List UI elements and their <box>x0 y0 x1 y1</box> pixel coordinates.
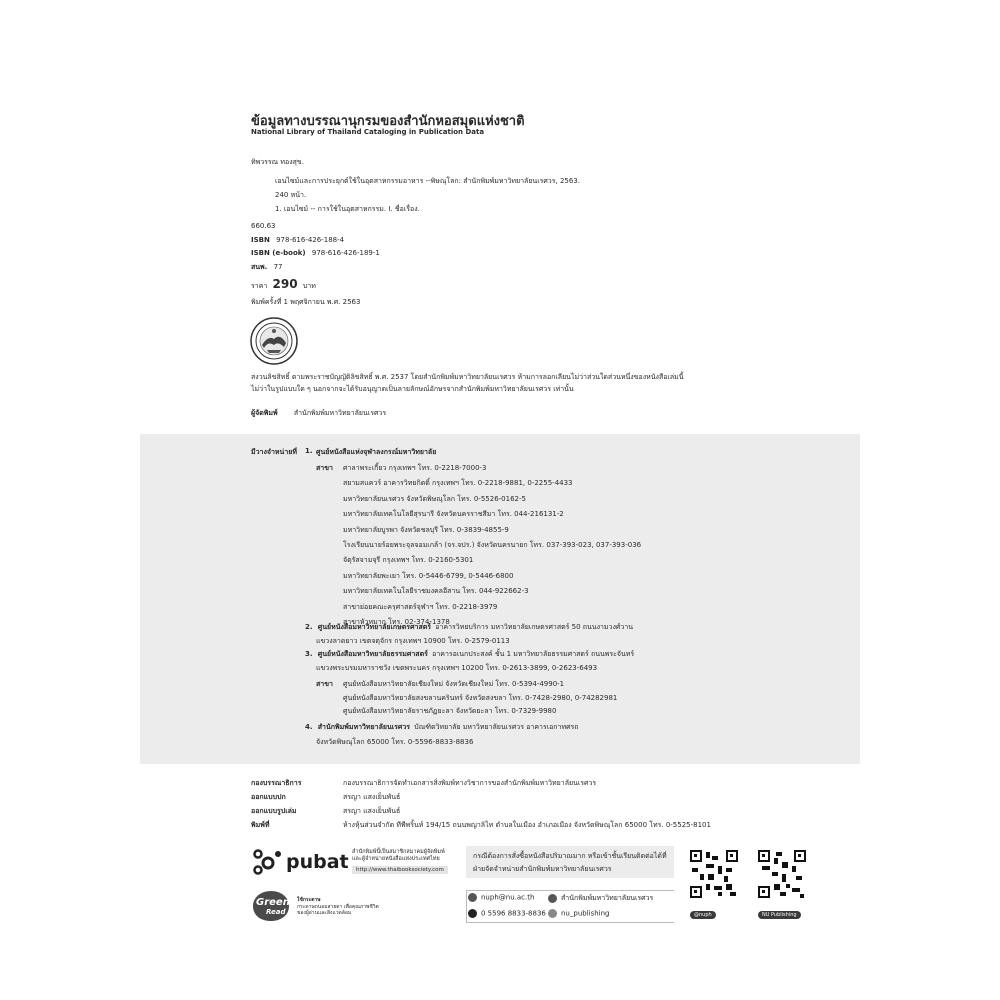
outlet-2 <box>305 622 633 633</box>
email-text: nuph@nu.ac.th <box>481 893 535 902</box>
class-number: 660.63 <box>251 222 276 230</box>
university-seal-icon <box>250 317 298 365</box>
email-icon <box>468 893 477 902</box>
price-label: ราคา <box>251 282 268 290</box>
outlet-3-address: แขวงพระบรมมหาราชวัง เขตพระนคร กรุงเทพฯ 10200 โทร. 0-2613-3899, 0-2623-6493 <box>316 664 598 672</box>
green-read-text-1: Green <box>256 897 290 908</box>
facebook-icon <box>548 894 557 903</box>
pubat-wordmark: pubat <box>286 851 349 873</box>
credit-value: กองบรรณาธิการจัดทำเอกสารสิ่งพิมพ์ทางวิชาการของสำนักพิมพ์มหาวิทยาลัยนเรศวร <box>343 779 597 787</box>
price-row <box>251 277 316 292</box>
list-item: จัตุรัสจามจุรี กรุงเทพฯ โทร. 0-2160-5301 <box>343 556 474 565</box>
chula-branch-label: สาขา <box>316 464 333 472</box>
twitter-icon <box>548 909 557 918</box>
list-item: มหาวิทยาลัยนเรศวร จังหวัดพิษณุโลก โทร. 0-5526-0162-5 <box>343 494 526 503</box>
isbn-label: ISBN <box>251 236 270 244</box>
copyright-line-2: ไม่ว่าในรูปแบบใด ๆ นอกจากจะได้รับอนุญาตเป็นลายลักษณ์อักษรจากสำนักพิมพ์มหาวิทยาลัยนเรศวร เท่านั้น <box>251 385 574 393</box>
list-item: มหาวิทยาลัยพะเยา โทร. 0-5446-6799, 0-5446-6800 <box>343 571 514 580</box>
pubat-website-link[interactable]: http://www.thaibooksociety.com <box>352 866 448 874</box>
credit-label: พิมพ์ที่ <box>251 821 270 829</box>
list-item: ศาลาพระเกี้ยว กรุงเทพฯ โทร. 0-2218-7000-3 <box>343 464 487 472</box>
isbn-ebook-label: ISBN (e-book) <box>251 249 306 257</box>
tu-branch-list <box>343 679 617 720</box>
outlet-2-number: 2. <box>305 623 313 631</box>
outlet-4-detail: บัณฑิตวิทยาลัย มหาวิทยาลัยนเรศวร อาคารเอกาทศรถ <box>414 723 579 731</box>
catalog-title-english: National Library of Thailand Cataloging in Publication Data <box>251 128 485 136</box>
list-item: โรงเรียนนายร้อยพระจุลจอมเกล้า (จร.จปร.) จังหวัดนครนายก โทร. 037-393-023, 037-393-036 <box>343 540 642 549</box>
outlet-1-name: ศูนย์หนังสือแห่งจุฬาลงกรณ์มหาวิทยาลัย <box>316 448 437 456</box>
list-item: ศูนย์หนังสือมหาวิทยาลัยเชียงใหม่ จังหวัดเชียงใหม่ โทร. 0-5394-4990-1 <box>343 680 565 688</box>
credit-label: ออกแบบปก <box>251 793 286 801</box>
pubat-desc-line-2: และผู้จำหน่ายหนังสือแห่งประเทศไทย <box>352 856 440 862</box>
price-unit: บาท <box>302 282 316 290</box>
isbn-row <box>251 236 344 244</box>
copyright-line-1: สงวนลิขสิทธิ์ ตามพระราชบัญญัติลิขสิทธิ์ พ.ศ. 2537 โดยสำนักพิมพ์มหาวิทยาลัยนเรศวร ห้ามการลอกเลียนไม่ว่าส่วนใดส่วนหนึ่งของหนังสือเล่มนี้ <box>251 373 684 381</box>
twitter-contact[interactable] <box>548 909 610 918</box>
green-desc-line-1: ใช้กระดาษ <box>297 897 321 903</box>
snp-label: สนพ. <box>251 263 268 271</box>
green-read-description <box>297 897 379 917</box>
pubat-logo-icon <box>250 848 284 878</box>
list-item: มหาวิทยาลัยเทคโนโลยีสุรนารี จังหวัดนครราชสีมา โทร. 044-216131-2 <box>343 510 564 519</box>
outlet-3 <box>305 649 634 660</box>
phone-icon <box>468 909 477 918</box>
snp-row <box>251 262 283 273</box>
list-item: สาขาหัวหมาก โทร. 02-374-1378 <box>343 617 450 626</box>
outlet-1-number: 1. <box>305 447 313 455</box>
isbn-ebook-value: 978-616-426-189-1 <box>311 249 380 257</box>
pubat-description <box>352 849 445 863</box>
outlet-4 <box>305 722 579 733</box>
list-item: สยามสแควร์ อาคารวิทยกิตติ์ กรุงเทพฯ โทร. 0-2218-9881, 0-2255-4433 <box>343 479 573 488</box>
author: ทิพวรรณ ทองสุข. <box>251 158 304 166</box>
catalog-title-thai: ข้อมูลทางบรรณานุกรมของสำนักหอสมุดแห่งชาติ <box>251 114 525 129</box>
facebook-text: สำนักพิมพ์มหาวิทยาลัยนเรศวร <box>561 894 654 902</box>
email-contact[interactable] <box>468 893 534 902</box>
pubat-desc-line-1: สำนักพิมพ์นี้เป็นสมาชิกสมาคมผู้จัดพิมพ์ <box>352 849 445 855</box>
edition: พิมพ์ครั้งที่ 1 พฤศจิกายน พ.ศ. 2563 <box>251 298 361 306</box>
line-qr-code-icon <box>690 850 738 898</box>
price-value: 290 <box>272 277 298 291</box>
list-item: มหาวิทยาลัยเทคโนโลยีราชมงคลอีสาน โทร. 044-922662-3 <box>343 587 529 596</box>
credit-label: กองบรรณาธิการ <box>251 779 302 787</box>
contact-divider <box>466 922 674 923</box>
twitter-text: nu_publishing <box>561 909 610 918</box>
subjects: 1. เอนไซม์ -- การใช้ในอุตสาหกรรม. I. ชื่อเรื่อง. <box>275 205 420 213</box>
outlet-2-name: ศูนย์หนังสือมหาวิทยาลัยเกษตรศาสตร์ <box>317 623 432 631</box>
facebook-contact[interactable] <box>548 893 653 904</box>
list-item: ศูนย์หนังสือมหาวิทยาลัยราชภัฏยะลา จังหวัดยะลา โทร. 0-7329-9980 <box>343 707 557 715</box>
outlet-4-number: 4. <box>305 723 313 731</box>
phone-text: 0 5596 8833-8836 <box>481 909 546 918</box>
list-item: สาขาย่อยคณะครุศาสตร์จุฬาฯ โทร. 0-2218-3979 <box>343 602 498 611</box>
credit-value: สรญา แสงเย็นพันธ์ <box>343 793 401 801</box>
page-count: 240 หน้า. <box>275 191 307 199</box>
outlet-3-detail: อาคารอเนกประสงค์ ชั้น 1 มหาวิทยาลัยธรรมศาสตร์ ถนนพระจันทร์ <box>432 650 635 658</box>
publisher-row <box>251 408 386 419</box>
outlet-2-detail: อาคารวิทยบริการ มหาวิทยาลัยเกษตรศาสตร์ 50 ถนนงามวงศ์วาน <box>435 623 633 631</box>
distribution-label: มีวางจำหน่ายที่ <box>251 448 297 456</box>
publisher-name: สำนักพิมพ์มหาวิทยาลัยนเรศวร <box>293 409 387 417</box>
credit-value: ห้างหุ้นส่วนจำกัด ทีพีพริ้นท์ 194/15 ถนนพญาลิไท ตำบลในเมือง อำเภอเมือง จังหวัดพิษณุโลก 65000 โทร. 0-5525-8101 <box>343 821 711 829</box>
line-qr-tag: @nuph <box>690 911 716 919</box>
facebook-qr-code-icon <box>758 850 806 898</box>
green-desc-line-2: กระดาษถนอมสายตา เพื่อคุณภาพชีวิต <box>297 903 379 910</box>
outlet-3-name: ศูนย์หนังสือมหาวิทยาลัยธรรมศาสตร์ <box>317 650 428 658</box>
phone-contact[interactable] <box>468 909 546 918</box>
notice-line-1: กรณีต้องการสั่งซื้อหนังสือปริมาณมาก หรือเข้าชั้นเรียนติดต่อได้ที่ <box>473 852 667 860</box>
isbn-ebook-row <box>251 249 380 257</box>
publisher-label: ผู้จัดพิมพ์ <box>251 409 278 417</box>
contact-divider <box>466 890 674 891</box>
green-desc-line-3: ของผู้อ่านและสิ่งแวดล้อม <box>297 910 352 916</box>
chula-branch-list <box>343 463 641 632</box>
isbn-value: 978-616-426-188-4 <box>276 236 345 244</box>
contact-divider <box>466 891 467 922</box>
snp-value: 77 <box>273 263 283 271</box>
list-item: มหาวิทยาลัยบูรพา จังหวัดชลบุรี โทร. 0-3839-4855-9 <box>343 525 509 534</box>
outlet-2-address: แขวงลาดยาว เขตจตุจักร กรุงเทพฯ 10900 โทร. 0-2579-0113 <box>316 637 510 645</box>
facebook-qr-tag: NU Publishing <box>758 911 801 919</box>
outlet-3-number: 3. <box>305 650 313 658</box>
notice-line-2: ฝ่ายจัดจำหน่ายสำนักพิมพ์มหาวิทยาลัยนเรศวร <box>473 865 612 873</box>
list-item: ศูนย์หนังสือมหาวิทยาลัยสงขลานครินทร์ จังหวัดสงขลา โทร. 0-7428-2980, 0-74282981 <box>343 693 618 702</box>
tu-branch-label: สาขา <box>316 680 333 688</box>
outlet-4-name: สำนักพิมพ์มหาวิทยาลัยนเรศวร <box>317 723 411 731</box>
credit-value: สรญา แสงเย็นพันธ์ <box>343 807 401 815</box>
credit-label: ออกแบบรูปเล่ม <box>251 807 297 815</box>
book-title-line: เอนไซม์และการประยุกต์ใช้ในอุตสาหกรรมอาหาร --พิษณุโลก: สำนักพิมพ์มหาวิทยาลัยนเรศวร, 2563. <box>275 177 580 185</box>
green-read-text-2: Read <box>266 908 286 916</box>
outlet-4-address: จังหวัดพิษณุโลก 65000 โทร. 0-5596-8833-8836 <box>316 738 474 746</box>
